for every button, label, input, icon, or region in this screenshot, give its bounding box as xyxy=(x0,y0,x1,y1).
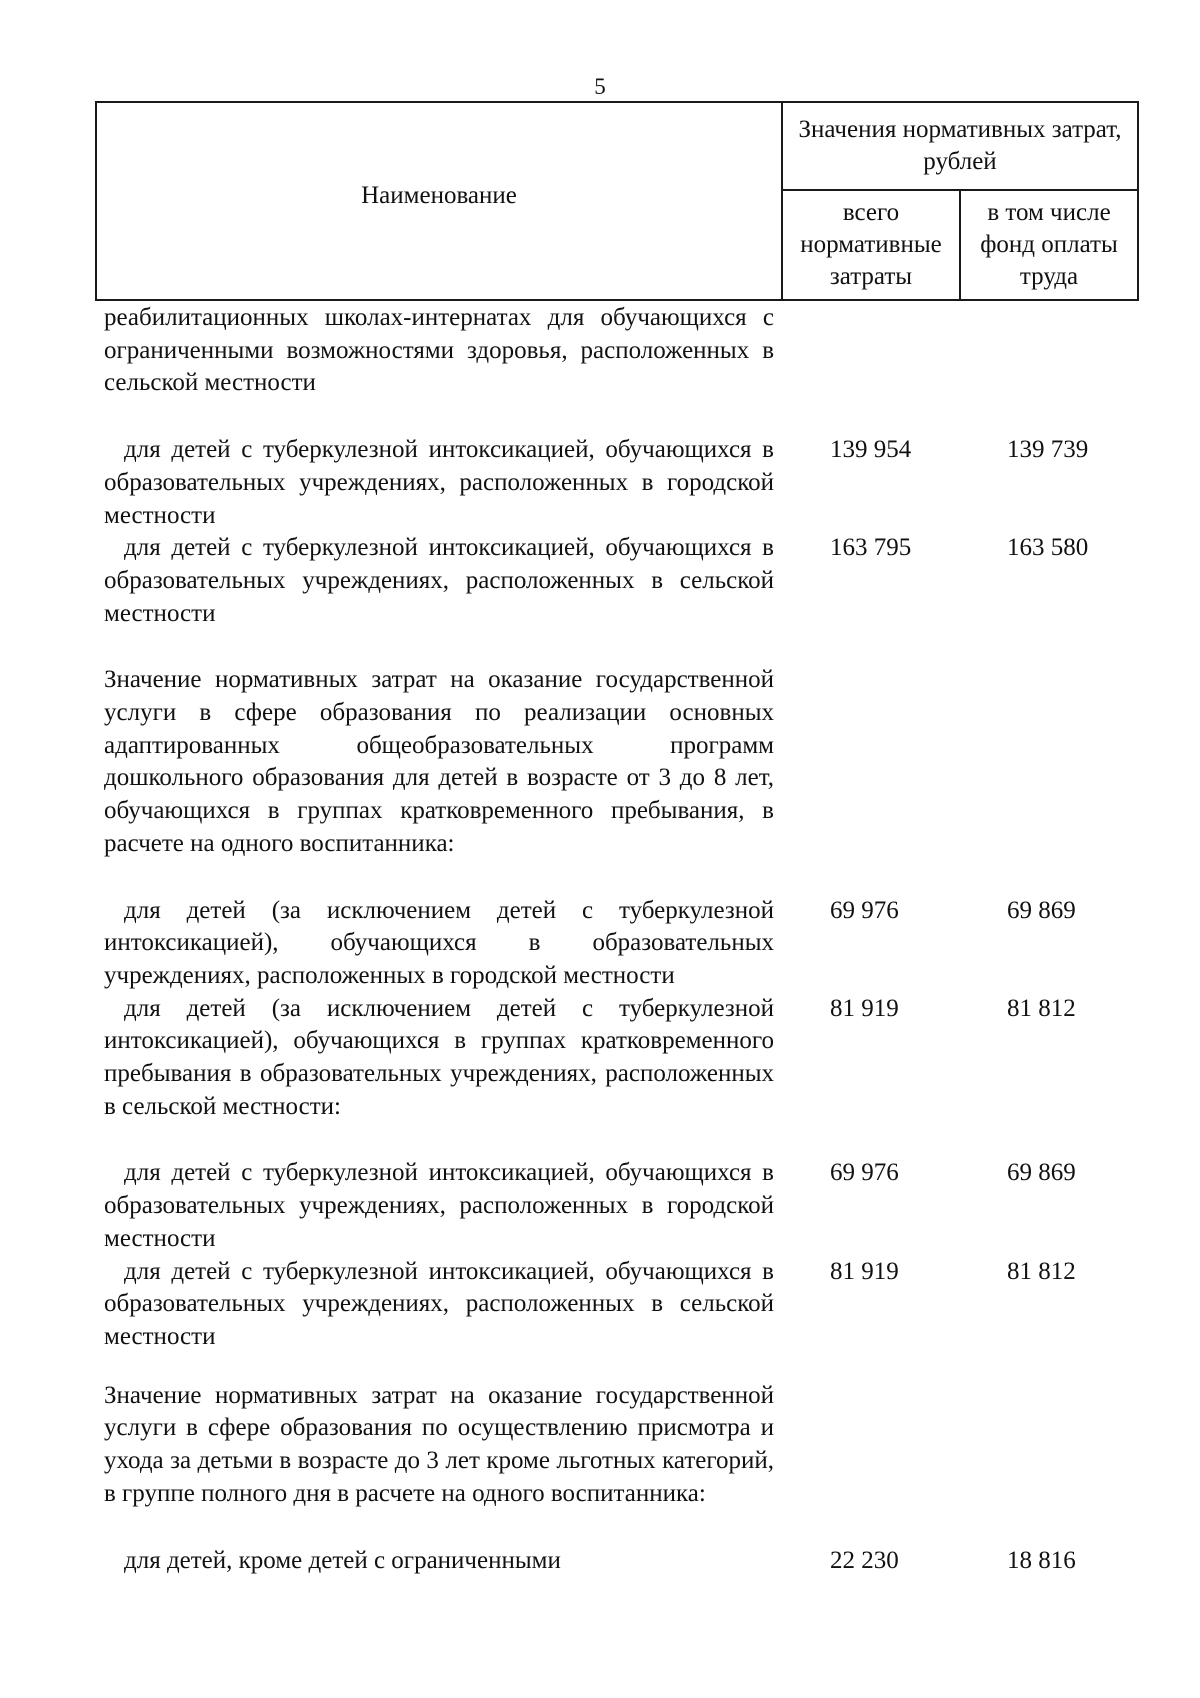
column-header-name xyxy=(96,102,782,300)
table-row xyxy=(104,532,1144,630)
row-name: реабилитационных школах-интернатах для обучающихся с ограниченными возможностями здоровья, расположенных в сельской местности xyxy=(104,304,774,397)
row-name: для детей с туберкулезной интоксикацией, обучающихся в образовательных учреждениях, расположенных в сельской местности xyxy=(104,1257,774,1350)
row-name: Значение нормативных затрат на оказание государственной услуги в сфере образования по реализации основных адаптированных общеобразовательных программ дошкольного образования для детей в возрасте от 3 до 8 лет, обучающихся в группах кратковременного пребывания, в расчете на одного воспитанника: xyxy=(104,666,774,857)
row-payroll-cost: 69 869 xyxy=(1007,1159,1076,1187)
row-payroll-cost: 81 812 xyxy=(1007,994,1076,1022)
column-header-total: всего нормативные затраты xyxy=(782,190,960,300)
table-row xyxy=(104,1256,1144,1354)
row-payroll-cost: 18 816 xyxy=(1007,1546,1076,1574)
row-payroll-cost: 81 812 xyxy=(1007,1257,1076,1285)
column-header-values: Значения нормативных затрат, рублей xyxy=(782,102,1138,190)
row-total-cost: 69 976 xyxy=(830,1159,899,1187)
page-number: 5 xyxy=(594,74,606,99)
row-payroll-cost: 139 739 xyxy=(1007,436,1089,464)
table-row xyxy=(104,895,1144,993)
row-name: для детей с туберкулезной интоксикацией, обучающихся в образовательных учреждениях, расположенных в сельской местности xyxy=(104,534,774,627)
table-row xyxy=(104,434,1144,532)
column-header-name-label: Наименование xyxy=(361,182,517,209)
row-name: для детей, кроме детей с ограниченными xyxy=(124,1546,561,1574)
table-row xyxy=(104,1545,1144,1578)
table-row xyxy=(104,1157,1144,1255)
table-header xyxy=(95,101,1139,301)
row-payroll-cost: 69 869 xyxy=(1007,896,1076,924)
row-name: для детей с туберкулезной интоксикацией, обучающихся в образовательных учреждениях, расположенных в городской местности xyxy=(104,436,774,529)
row-name: для детей с туберкулезной интоксикацией, обучающихся в образовательных учреждениях, расположенных в городской местности xyxy=(104,1159,774,1252)
table-row xyxy=(104,1380,1144,1511)
table-body xyxy=(104,302,1144,1577)
table-row xyxy=(104,993,1144,1124)
column-header-payroll: в том числе фонд оплаты труда xyxy=(960,190,1138,300)
row-total-cost: 139 954 xyxy=(830,436,912,464)
row-total-cost: 81 919 xyxy=(830,1257,899,1285)
row-name: Значение нормативных затрат на оказание государственной услуги в сфере образования по осуществлению присмотра и ухода за детьми в возрасте до 3 лет кроме льготных категорий, в группе полного дня в расчете на одного воспитанника: xyxy=(104,1381,774,1507)
row-name: для детей (за исключением детей с туберкулезной интоксикацией), обучающихся в образовательных учреждениях, расположенных в городской местности xyxy=(104,896,774,989)
row-total-cost: 22 230 xyxy=(830,1546,899,1574)
table-row xyxy=(104,302,1144,400)
row-name: для детей (за исключением детей с туберкулезной интоксикацией), обучающихся в группах кратковременного пребывания в образовательных учреждениях, расположенных в сельской местности: xyxy=(104,994,774,1120)
row-total-cost: 163 795 xyxy=(830,534,912,562)
table-row xyxy=(104,664,1144,860)
row-total-cost: 81 919 xyxy=(830,994,899,1022)
row-total-cost: 69 976 xyxy=(830,896,899,924)
row-payroll-cost: 163 580 xyxy=(1007,534,1089,562)
